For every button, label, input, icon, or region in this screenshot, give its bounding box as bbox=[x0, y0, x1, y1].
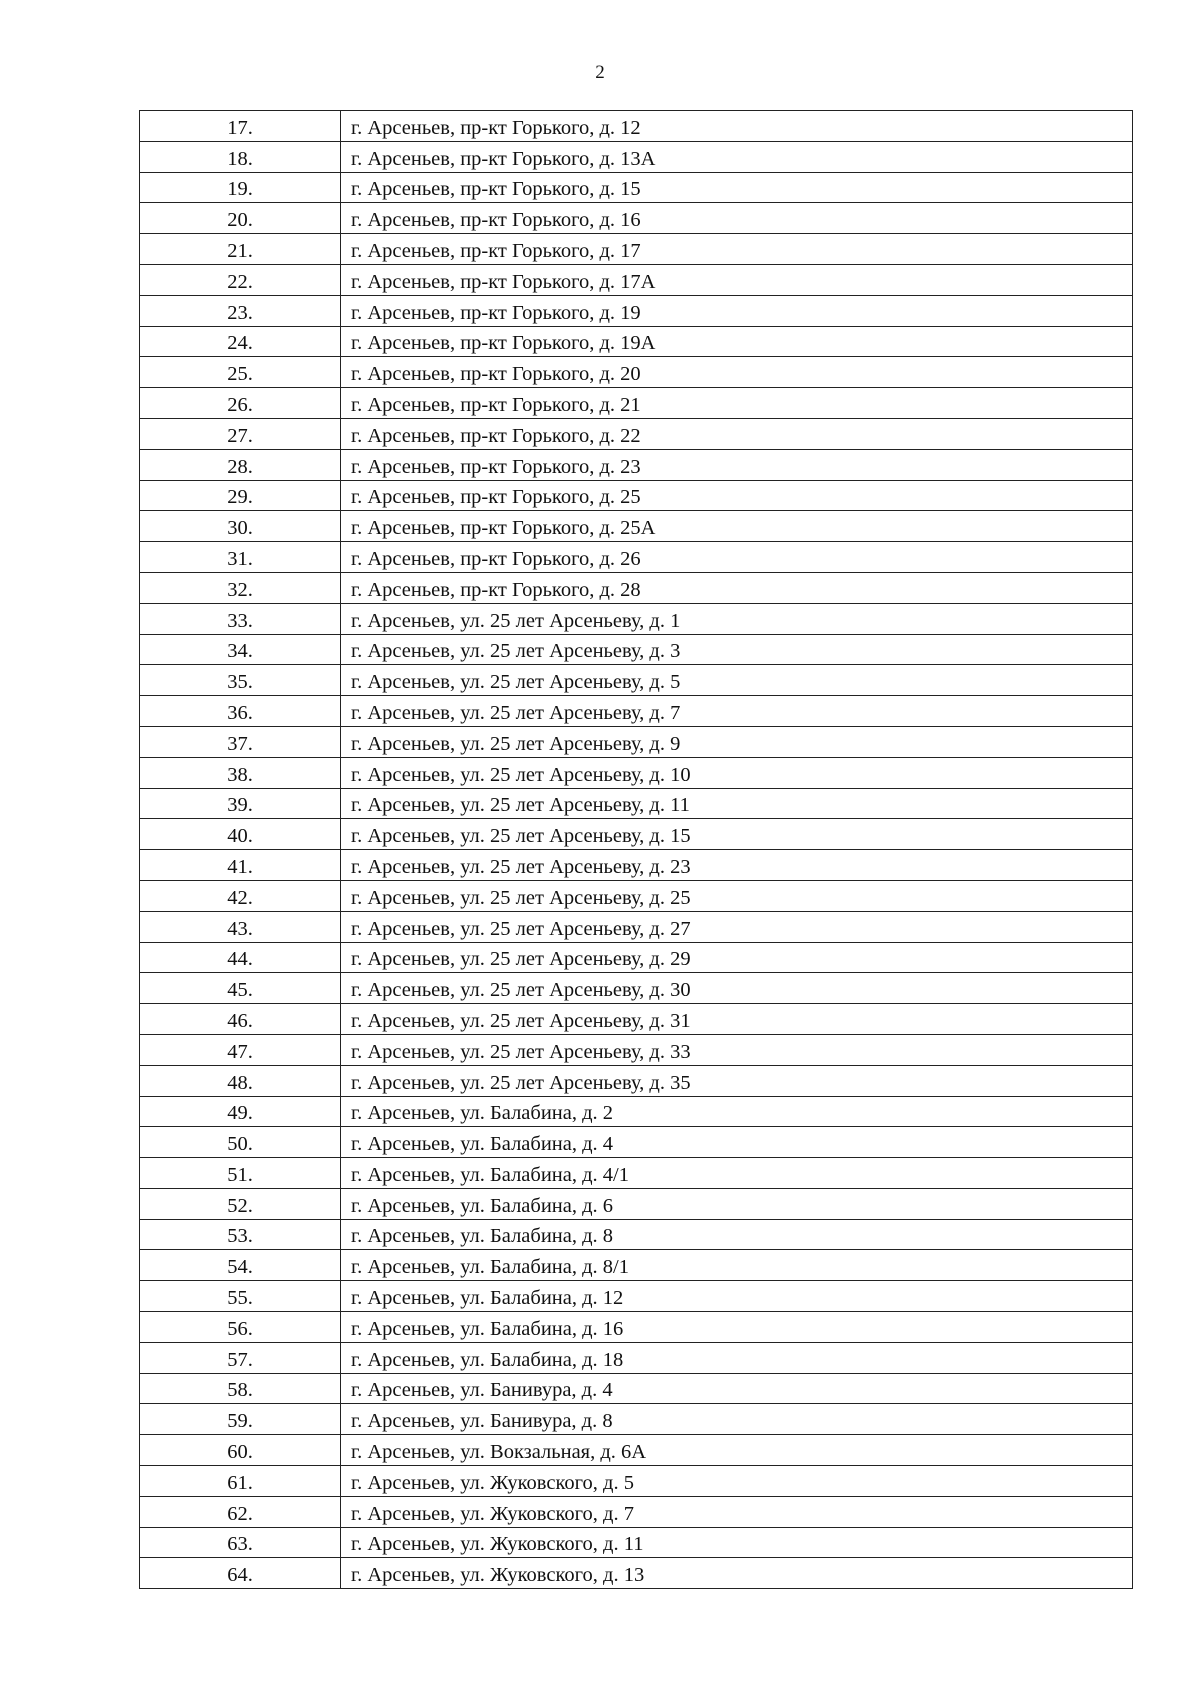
address-cell: г. Арсеньев, ул. Жуковского, д. 11 bbox=[341, 1527, 1133, 1558]
row-number: 61. bbox=[140, 1466, 341, 1497]
row-number: 32. bbox=[140, 572, 341, 603]
address-cell: г. Арсеньев, пр-кт Горького, д. 22 bbox=[341, 418, 1133, 449]
table-row bbox=[140, 603, 1133, 634]
address-cell: г. Арсеньев, ул. Банивура, д. 4 bbox=[341, 1373, 1133, 1404]
table-row bbox=[140, 942, 1133, 973]
table-row bbox=[140, 1188, 1133, 1219]
row-number: 64. bbox=[140, 1558, 341, 1589]
table-row bbox=[140, 511, 1133, 542]
address-cell: г. Арсеньев, пр-кт Горького, д. 13А bbox=[341, 141, 1133, 172]
table-row bbox=[140, 726, 1133, 757]
table-row bbox=[140, 1065, 1133, 1096]
table-row bbox=[140, 295, 1133, 326]
address-cell: г. Арсеньев, ул. Балабина, д. 4/1 bbox=[341, 1158, 1133, 1189]
row-number: 49. bbox=[140, 1096, 341, 1127]
address-cell: г. Арсеньев, ул. 25 лет Арсеньеву, д. 11 bbox=[341, 788, 1133, 819]
table-row bbox=[140, 572, 1133, 603]
row-number: 53. bbox=[140, 1219, 341, 1250]
row-number: 50. bbox=[140, 1127, 341, 1158]
row-number: 26. bbox=[140, 388, 341, 419]
address-cell: г. Арсеньев, пр-кт Горького, д. 20 bbox=[341, 357, 1133, 388]
table-row bbox=[140, 1004, 1133, 1035]
row-number: 56. bbox=[140, 1312, 341, 1343]
address-cell: г. Арсеньев, пр-кт Горького, д. 19А bbox=[341, 326, 1133, 357]
table-row bbox=[140, 203, 1133, 234]
table-row bbox=[140, 1219, 1133, 1250]
row-number: 60. bbox=[140, 1435, 341, 1466]
row-number: 36. bbox=[140, 696, 341, 727]
row-number: 35. bbox=[140, 665, 341, 696]
row-number: 45. bbox=[140, 973, 341, 1004]
row-number: 28. bbox=[140, 449, 341, 480]
table-row bbox=[140, 326, 1133, 357]
row-number: 22. bbox=[140, 264, 341, 295]
table-row bbox=[140, 973, 1133, 1004]
table-row bbox=[140, 1250, 1133, 1281]
address-cell: г. Арсеньев, ул. 25 лет Арсеньеву, д. 27 bbox=[341, 911, 1133, 942]
address-cell: г. Арсеньев, пр-кт Горького, д. 17А bbox=[341, 264, 1133, 295]
address-cell: г. Арсеньев, ул. Балабина, д. 2 bbox=[341, 1096, 1133, 1127]
row-number: 20. bbox=[140, 203, 341, 234]
address-cell: г. Арсеньев, ул. Балабина, д. 18 bbox=[341, 1342, 1133, 1373]
address-cell: г. Арсеньев, ул. Балабина, д. 16 bbox=[341, 1312, 1133, 1343]
address-cell: г. Арсеньев, пр-кт Горького, д. 16 bbox=[341, 203, 1133, 234]
table-row bbox=[140, 880, 1133, 911]
row-number: 42. bbox=[140, 880, 341, 911]
address-cell: г. Арсеньев, ул. 25 лет Арсеньеву, д. 1 bbox=[341, 603, 1133, 634]
address-cell: г. Арсеньев, ул. Жуковского, д. 7 bbox=[341, 1496, 1133, 1527]
address-cell: г. Арсеньев, ул. Балабина, д. 12 bbox=[341, 1281, 1133, 1312]
address-cell: г. Арсеньев, ул. 25 лет Арсеньеву, д. 5 bbox=[341, 665, 1133, 696]
row-number: 37. bbox=[140, 726, 341, 757]
address-cell: г. Арсеньев, ул. 25 лет Арсеньеву, д. 7 bbox=[341, 696, 1133, 727]
address-cell: г. Арсеньев, ул. Балабина, д. 4 bbox=[341, 1127, 1133, 1158]
table-row bbox=[140, 388, 1133, 419]
row-number: 55. bbox=[140, 1281, 341, 1312]
address-cell: г. Арсеньев, ул. 25 лет Арсеньеву, д. 25 bbox=[341, 880, 1133, 911]
address-cell: г. Арсеньев, пр-кт Горького, д. 19 bbox=[341, 295, 1133, 326]
row-number: 58. bbox=[140, 1373, 341, 1404]
address-cell: г. Арсеньев, ул. Балабина, д. 8 bbox=[341, 1219, 1133, 1250]
address-cell: г. Арсеньев, ул. 25 лет Арсеньеву, д. 23 bbox=[341, 850, 1133, 881]
table-row bbox=[140, 1342, 1133, 1373]
address-cell: г. Арсеньев, ул. 25 лет Арсеньеву, д. 35 bbox=[341, 1065, 1133, 1096]
row-number: 18. bbox=[140, 141, 341, 172]
page-number: 2 bbox=[595, 62, 605, 83]
address-cell: г. Арсеньев, ул. Балабина, д. 8/1 bbox=[341, 1250, 1133, 1281]
row-number: 21. bbox=[140, 234, 341, 265]
row-number: 25. bbox=[140, 357, 341, 388]
address-cell: г. Арсеньев, ул. 25 лет Арсеньеву, д. 15 bbox=[341, 819, 1133, 850]
table-row bbox=[140, 1496, 1133, 1527]
row-number: 41. bbox=[140, 850, 341, 881]
table-row bbox=[140, 1158, 1133, 1189]
table-row bbox=[140, 141, 1133, 172]
table-row bbox=[140, 1127, 1133, 1158]
table-row bbox=[140, 449, 1133, 480]
address-cell: г. Арсеньев, ул. Жуковского, д. 13 bbox=[341, 1558, 1133, 1589]
table-row bbox=[140, 788, 1133, 819]
table-row bbox=[140, 111, 1133, 142]
row-number: 17. bbox=[140, 111, 341, 142]
address-cell: г. Арсеньев, пр-кт Горького, д. 17 bbox=[341, 234, 1133, 265]
row-number: 19. bbox=[140, 172, 341, 203]
row-number: 33. bbox=[140, 603, 341, 634]
table-row bbox=[140, 264, 1133, 295]
address-cell: г. Арсеньев, пр-кт Горького, д. 26 bbox=[341, 542, 1133, 573]
table-row bbox=[140, 911, 1133, 942]
address-table-body bbox=[140, 111, 1133, 1589]
table-row bbox=[140, 1034, 1133, 1065]
row-number: 47. bbox=[140, 1034, 341, 1065]
table-row bbox=[140, 480, 1133, 511]
row-number: 54. bbox=[140, 1250, 341, 1281]
table-row bbox=[140, 1558, 1133, 1589]
table-row bbox=[140, 1096, 1133, 1127]
row-number: 40. bbox=[140, 819, 341, 850]
table-row bbox=[140, 1373, 1133, 1404]
address-cell: г. Арсеньев, ул. 25 лет Арсеньеву, д. 9 bbox=[341, 726, 1133, 757]
row-number: 38. bbox=[140, 757, 341, 788]
row-number: 24. bbox=[140, 326, 341, 357]
row-number: 34. bbox=[140, 634, 341, 665]
row-number: 46. bbox=[140, 1004, 341, 1035]
table-row bbox=[140, 1466, 1133, 1497]
table-row bbox=[140, 696, 1133, 727]
table-row bbox=[140, 1312, 1133, 1343]
address-cell: г. Арсеньев, пр-кт Горького, д. 15 bbox=[341, 172, 1133, 203]
row-number: 44. bbox=[140, 942, 341, 973]
row-number: 52. bbox=[140, 1188, 341, 1219]
table-row bbox=[140, 1404, 1133, 1435]
address-cell: г. Арсеньев, пр-кт Горького, д. 12 bbox=[341, 111, 1133, 142]
address-cell: г. Арсеньев, пр-кт Горького, д. 21 bbox=[341, 388, 1133, 419]
address-cell: г. Арсеньев, ул. 25 лет Арсеньеву, д. 3 bbox=[341, 634, 1133, 665]
row-number: 63. bbox=[140, 1527, 341, 1558]
address-cell: г. Арсеньев, ул. Балабина, д. 6 bbox=[341, 1188, 1133, 1219]
row-number: 23. bbox=[140, 295, 341, 326]
address-cell: г. Арсеньев, пр-кт Горького, д. 28 bbox=[341, 572, 1133, 603]
row-number: 43. bbox=[140, 911, 341, 942]
table-row bbox=[140, 418, 1133, 449]
table-row bbox=[140, 234, 1133, 265]
address-cell: г. Арсеньев, ул. 25 лет Арсеньеву, д. 29 bbox=[341, 942, 1133, 973]
row-number: 27. bbox=[140, 418, 341, 449]
table-row bbox=[140, 1435, 1133, 1466]
address-cell: г. Арсеньев, ул. 25 лет Арсеньеву, д. 31 bbox=[341, 1004, 1133, 1035]
table-row bbox=[140, 1281, 1133, 1312]
table-row bbox=[140, 634, 1133, 665]
address-cell: г. Арсеньев, пр-кт Горького, д. 23 bbox=[341, 449, 1133, 480]
row-number: 29. bbox=[140, 480, 341, 511]
address-cell: г. Арсеньев, пр-кт Горького, д. 25 bbox=[341, 480, 1133, 511]
row-number: 62. bbox=[140, 1496, 341, 1527]
row-number: 51. bbox=[140, 1158, 341, 1189]
address-cell: г. Арсеньев, пр-кт Горького, д. 25А bbox=[341, 511, 1133, 542]
table-row bbox=[140, 1527, 1133, 1558]
row-number: 30. bbox=[140, 511, 341, 542]
table-row bbox=[140, 665, 1133, 696]
address-cell: г. Арсеньев, ул. Банивура, д. 8 bbox=[341, 1404, 1133, 1435]
row-number: 48. bbox=[140, 1065, 341, 1096]
table-row bbox=[140, 172, 1133, 203]
table-row bbox=[140, 819, 1133, 850]
row-number: 39. bbox=[140, 788, 341, 819]
table-row bbox=[140, 757, 1133, 788]
address-cell: г. Арсеньев, ул. Вокзальная, д. 6А bbox=[341, 1435, 1133, 1466]
address-cell: г. Арсеньев, ул. 25 лет Арсеньеву, д. 10 bbox=[341, 757, 1133, 788]
address-cell: г. Арсеньев, ул. 25 лет Арсеньеву, д. 30 bbox=[341, 973, 1133, 1004]
address-table bbox=[139, 110, 1133, 1589]
table-row bbox=[140, 357, 1133, 388]
row-number: 57. bbox=[140, 1342, 341, 1373]
table-row bbox=[140, 542, 1133, 573]
row-number: 31. bbox=[140, 542, 341, 573]
address-cell: г. Арсеньев, ул. Жуковского, д. 5 bbox=[341, 1466, 1133, 1497]
row-number: 59. bbox=[140, 1404, 341, 1435]
address-cell: г. Арсеньев, ул. 25 лет Арсеньеву, д. 33 bbox=[341, 1034, 1133, 1065]
table-row bbox=[140, 850, 1133, 881]
